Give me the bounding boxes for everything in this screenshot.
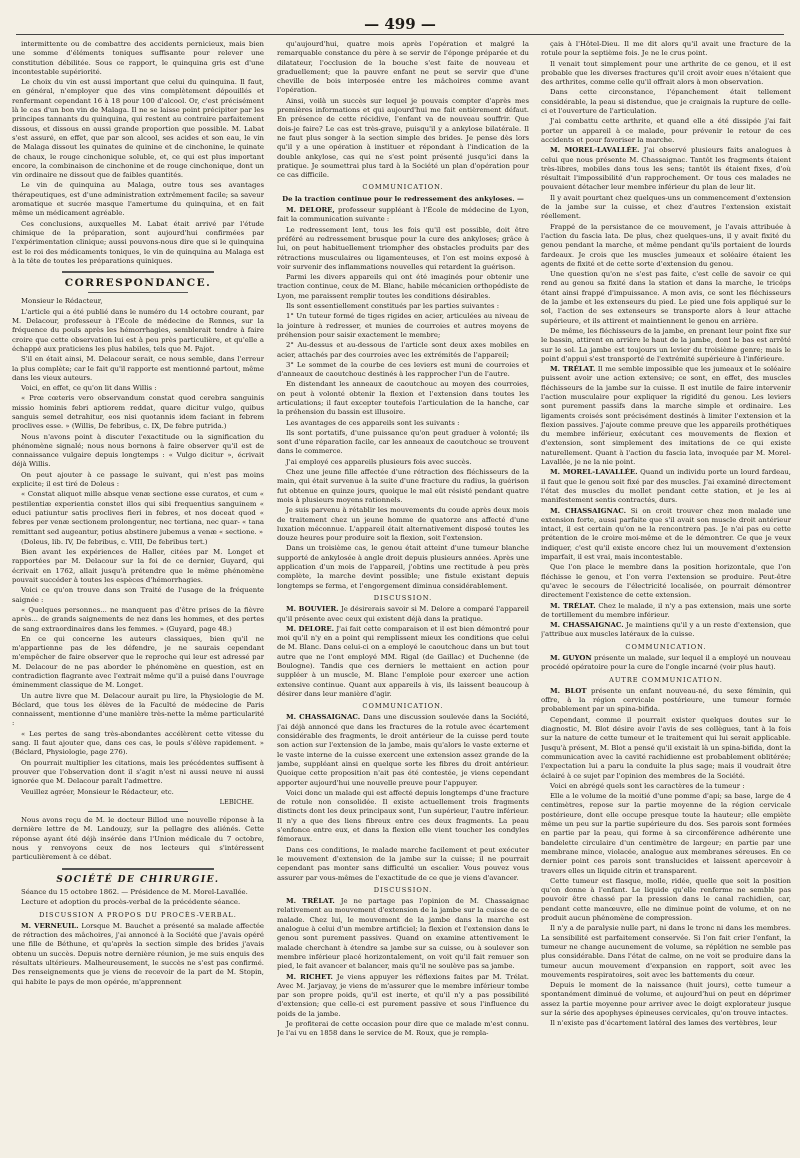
paragraph: Que l'on place le membre dans la position horizontale, que l'on fléchisse le genou, et l'on verra l'extension se produire. Peut-être qu'avec le secours de l'électricité localisée, on pourrait démontrer directement l'existence de cette extension. bbox=[541, 563, 791, 600]
paragraph: Je profiterai de cette occasion pour dire que ce malade m'est connu. Je l'ai vu en 1858 dans le service de M. Roux, que je rempla- bbox=[277, 1019, 529, 1038]
paragraph: Ils sont essentiellement constitués par les parties suivantes : bbox=[286, 302, 500, 311]
col3-paragraphs-a bbox=[541, 60, 791, 146]
speaker-name: M. GUYON bbox=[550, 654, 592, 662]
paragraph: Veuillez agréer, Monsieur le Rédacteur, etc. bbox=[21, 787, 174, 796]
page-header bbox=[0, 14, 800, 33]
discussion-heading: DISCUSSION. bbox=[373, 885, 433, 894]
trelat-paragraph bbox=[541, 602, 791, 621]
section-heading-correspondance: CORRESPONDANCE. bbox=[64, 277, 212, 290]
paragraph: çais à l'Hôtel-Dieu. Il me dit alors qu'il avait une fracture de la rotule pour la septième fois. Je ne le crus point. bbox=[541, 40, 791, 58]
paragraph: Un autre livre que M. Delacour aurait pu lire, la Physiologie de M. Béclard, que tous les élèves de la Faculté de médecine de Paris connaissent, mentionne d'une manière très-nette la même particularité : bbox=[12, 691, 264, 728]
col1-top-paragraphs bbox=[12, 40, 264, 266]
paragraph: De même, les fléchisseurs de la jambe, en prenant leur point fixe sur le bassin, attirent en arrière le haut de la jambe, dont le bas est arrêté sur le sol. La jambe est toujours un levier du troisième genre; mais le point d'appui s'est transporté de l'extrémité supérieure à l'inférieure. bbox=[541, 326, 791, 363]
paragraph: Une question qu'on ne s'est pas faite, c'est celle de savoir ce qui rend au genou sa fixité dans la station et dans la marche, le tricéps étant ainsi frappé d'impuissance. A mon avis, ce sont les fléchisseurs de la jambe et les extenseurs du pied. Le pied une fois appliqué sur le sol, l'action de ses extenseurs se transporte alors à leur attache supérieure, et ils attirent et maintiennent le genou en arrière. bbox=[541, 270, 791, 325]
paragraph: « Constat aliquot mille absque venæ sectione esse curatos, et cum « pestilentiæ experientia constet illos qui sibi frequentius sanguinem « educi patiuntur satis proclives fieri in febres, et nos doceat quod « febres per venæ sectionem prolongentur, nec tertiana, nec quar- « tana remittant sed augeantur, potius abstinere jubemus a venæ « sectione. » bbox=[12, 490, 264, 536]
speaker-name: M. TRÉLAT. bbox=[286, 897, 335, 906]
paragraph: Ainsi, voilà un succès sur lequel je pouvais compter d'après mes premières informations et qui aujourd'hui me fait entièrement défaut. En présence de cette récidive, l'enfant va de nouveau souffrir. Que dois-je faire? Le cas est très-grave, puisqu'il y a ankylose bilatérale. Il ne faut plus songer à la section simple des brides. Je pense dès lors qu'il y a une opération à instituer et répondant à l'indication de la double ankylose, cas qui ne s'est point présenté jusqu'ici dans la pratique. Je soumettrai plus tard à la Société un plan d'opération pour ce cas difficile. bbox=[277, 96, 529, 180]
paragraph: J'ai employé ces appareils plusieurs fois avec succès. bbox=[286, 457, 472, 466]
speaker-text: Quand un individu porte un lourd fardeau, il faut que le genou soit fixé par des muscles. J'ai examiné directement l'état des muscles du mollet pendant cette station, et je les ai manifestement sentis contractés, durs. bbox=[541, 468, 791, 505]
society-heading: SOCIÉTÉ DE CHIRURGIE. bbox=[56, 874, 220, 885]
paragraph: Je suis parvenu à rétablir les mouvements du coude après deux mois de traitement chez un jeune homme de quatorze ans affecté d'une luxation méconnue. L'appareil était alternativement disposé toutes les douze heures pour produire soit la flexion, soit l'extension. bbox=[277, 506, 529, 543]
page-number: — 499 — bbox=[364, 15, 436, 33]
communication-heading: COMMUNICATION. bbox=[362, 702, 444, 711]
paragraph: (Doleus, lib. IV, De febribus, c. VIII, De febribus tert.) bbox=[21, 537, 208, 546]
speaker-name: M. TRÉLAT. bbox=[550, 601, 596, 610]
paragraph: Parmi les divers appareils qui ont été imaginés pour obtenir une traction continue, ceux de M. Blanc, habile mécanicien orthopédiste de Lyon, me paraissent remplir toutes les conditions désirables. bbox=[277, 273, 529, 300]
communication-title: De la traction continue pour le redressement des ankyloses. — bbox=[282, 194, 524, 203]
delore-lead bbox=[277, 206, 529, 225]
col1-correspondance-paragraphs bbox=[12, 308, 264, 797]
trelat-paragraph bbox=[541, 365, 791, 467]
col2-communication-paragraphs bbox=[277, 226, 529, 591]
column-1 bbox=[12, 40, 264, 1150]
speaker-text: professeur suppléant à l'École de médecine de Lyon, fait la communication suivante : bbox=[277, 206, 529, 224]
paragraph: Dans ces conditions, le malade marche facilement et peut exécuter le mouvement d'extension de la jambe sur la cuisse; il ne pourrait cependant pas monter sans difficulté un escalier. Vous pouvez vous assurer par vous-mêmes de l'exactitude de ce que je viens d'avancer. bbox=[277, 845, 529, 882]
paragraph: Voici donc un malade qui est affecté depuis longtemps d'une fracture de rotule non consolidée. Il existe actuellement trois fragments distincts dont les deux principaux sont, l'un supérieur, l'autre inférieur. Il n'y a que des liens fibreux entre ces deux fragments. La peau s'enfonce entre eux, et dans la flexion elle vient toucher les condyles fémoraux. bbox=[277, 788, 529, 844]
column-2 bbox=[277, 40, 529, 1150]
editor-note: Nous avons reçu de M. le docteur Billod une nouvelle réponse à la dernière lettre de M. Landouzy, sur la pellagre des aliénés. Cette réponse ayant été déjà insérée dans l'Union médicale du 7 octobre, nous y renvoyons ceux de nos lecteurs qui s'intéressent particulièrement à ce débat. bbox=[12, 816, 264, 862]
paragraph: Voici en abrégé quels sont les caractères de la tumeur : bbox=[550, 781, 745, 790]
guyon-paragraph bbox=[541, 654, 791, 673]
paragraph: Bien avant les expériences de Haller, citées par M. Longet et rapportées par M. Delacour sur la foi de ce dernier, Guyard, qui écrivait en 1762, allait jusqu'à prétendre que le même phénomène pouvait succéder à toutes les espèces d'hémorrhagies. bbox=[12, 548, 264, 585]
speaker-name: M. DELORE. bbox=[286, 624, 335, 633]
seance-line: Séance du 15 octobre 1862. — Présidence de M. Morel-Lavallée. bbox=[21, 887, 248, 896]
blot-paragraph bbox=[541, 687, 791, 715]
speaker-text: Je maintiens qu'il y a un reste d'extension, que j'attribue aux muscles latéraux de la cuisse. bbox=[541, 621, 791, 639]
header-rule bbox=[16, 34, 784, 35]
paragraph: On pourrait multiplier les citations, mais les précédentes suffisent à prouver que l'observation dont il s'agit n'est ni aussi neuve ni aussi ignorée que M. Delacour paraît l'admettre. bbox=[12, 758, 264, 786]
speaker-text: présente un enfant nouveau-né, du sexe féminin, qui offre, à la région cervicale postérieure, une tumeur formée probablement par un spina-bifida. bbox=[541, 686, 791, 714]
communication-heading: COMMUNICATION. bbox=[362, 183, 444, 192]
paragraph: Les avantages de ces appareils sont les suivants : bbox=[286, 418, 460, 427]
discussion-heading: DISCUSSION. bbox=[373, 593, 433, 602]
paragraph: Elle a le volume de la moitié d'une pomme d'api; sa base, large de 4 centimètres, repose sur la partie moyenne de la région cervicale postérieure, dont elle occupe presque toute la hauteur; elle empiète même un peu sur la partie supérieure du dos. Ses parois sont formées en partie par la peau, qui forme à sa circonférence adhérente une bandelette circulaire d'un centimètre de largeur; en partie par une membrane mince, violacée, analogue aux membranes séreuses. En ce dernier point ces parois sont translucides et laissent apercevoir à travers elles un liquide citrin et transparent. bbox=[541, 792, 791, 875]
speaker-name: M. TRÉLAT. bbox=[550, 365, 596, 374]
paragraph: « Les pertes de sang très-abondantes accélèrent cette vitesse du sang. Il faut ajouter que, dans ces cas, le pouls s'élève rapidement. » (Béclard, Physiologie, page 276). bbox=[12, 729, 264, 757]
col3-paragraphs-c bbox=[541, 563, 791, 600]
paragraph: Il n'y a de paralysie nulle part, ni dans le tronc ni dans les membres. La sensibilité est parfaitement conservée. Si l'on fait crier l'enfant, la tumeur ne change aucunement de volume, sa réplétion ne semble pas plus considérable. Dans l'état de calme, on ne voit se produire dans la tumeur aucun mouvement d'expansion en rapport, soit avec les mouvements respiratoires, soit avec les battements du cœur. bbox=[541, 924, 791, 979]
richet-paragraph bbox=[277, 973, 529, 1019]
paragraph: Il y avait pourtant chez quelques-uns un commencement d'extension de la jambe sur la cuisse, et chez d'autres l'extension existait réellement. bbox=[541, 193, 791, 221]
paragraph: « Prœ cœteris vero observandum constat quod cerebra sanguinis missio hominis febri aptiorem reddat, quare dicitur vulgo, quibus sanguis semel detrahitur, eos nisi quotannis idem faciant in febrem proclives esse. » (Willis, De febribus, c. IX, De febre putrida.) bbox=[12, 394, 264, 431]
speaker-name: M. DELORE, bbox=[286, 206, 335, 215]
paragraph: Cependant, comme il pourrait exister quelques doutes sur le diagnostic, M. Blot désire avoir l'avis de ses collègues, tant à la fois sur la nature de cette tumeur et le traitement qui lui serait applicable. Jusqu'à présent, M. Blot a pensé qu'il existait là un spina-bifida, dont la communication avec la cavité rachidienne est probablement oblitérée; l'expectation lui a paru la conduite la plus sage; mais il voudrait être éclairé à ce sujet par l'opinion des membres de la Société. bbox=[541, 715, 791, 780]
paragraph: Frappé de la persistance de ce mouvement, je l'avais attribuée à l'action du fascia lata. De plus, chez quelques-uns, il y avait fixité du genou pendant la marche, et même pendant qu'ils portaient de lourds fardeaux. Je crois que les muscles jumeaux et soléaire étaient les agents de fixité et de cette sorte d'extension du genou. bbox=[541, 222, 791, 268]
divider bbox=[62, 868, 213, 870]
speaker-name: M. CHASSAIGNAC. bbox=[550, 506, 626, 515]
speaker-text: Si on croit trouver chez mon malade une extension forte, aussi parfaite que s'il avait son muscle droit antérieur intact, il est certain qu'on ne la rencontrera pas. Je n'ai pas eu cette prétention de le croire moi-même et de le démontrer. Ce que je veux indiquer, c'est qu'il existe encore chez lui un mouvement d'extension imparfait, il est vrai, mais incontestable. bbox=[541, 506, 791, 562]
trelat-paragraph bbox=[277, 897, 529, 971]
paragraph: Depuis le moment de la naissance (huit jours), cette tumeur a spontanément diminué de volume, et aujourd'hui on peut en déprimer assez la partie moyenne pour arriver avec le doigt explorateur jusque sur la série des apophyses épineuses cervicales, qu'on trouve intactes. bbox=[541, 981, 791, 1017]
speaker-text: Je viens appuyer les réflexions faites par M. Trélat. Avec M. Jarjavay, je viens de m'assurer que le membre inférieur tombe par son propre poids, qu'il est inerte, et qu'il n'y a pas possibilité d'extension; que celle-ci est purement passive et sous l'influence du poids de la jambe. bbox=[277, 972, 529, 1018]
paragraph: Voici ce qu'on trouve dans son Traité de l'usage de la fréquente saignée : bbox=[12, 586, 264, 604]
speaker-name: M. RICHET. bbox=[286, 972, 333, 981]
paragraph: 1° Un tuteur formé de tiges rigides en acier, articulées au niveau de la jointure à redresser, et munies de courroies et autres moyens de préhension pour saisir exactement le membre; bbox=[277, 312, 529, 339]
speaker-name: M. VERNEUIL. bbox=[21, 921, 79, 930]
speaker-text: Il me semble impossible que les jumeaux et le soléaire puissent avoir une action extensive; ce sont, en effet, des muscles fléchisseurs de la jambe sur la cuisse. Il est inutile de faire intervenir l'action musculaire pour expliquer la rigidité du genou. Les leviers sont purement passifs dans la marche simple et ordinaire. Les ligaments croisés sont précisément destinés à limiter l'extension et la flexion passives. J'ajoute comme preuve que les appareils prothétiques du membre inférieur, exécutant ces mouvements de flexion et d'extension, sont simplement des imitations de ce qui existe naturellement. Quant à l'action du fascia lata, invoquée par M. Morel-Lavallée, je ne la nie point. bbox=[541, 365, 791, 467]
divider bbox=[88, 811, 189, 812]
paragraph: En distendant les anneaux de caoutchouc au moyen des courroies, on peut à volonté obtenir la flexion et l'extension dans toutes les articulations; il faut excepter toutefois l'articulation de la hanche, car la préhension du bassin est illusoire. bbox=[277, 380, 529, 417]
paragraph: Le redressement lent, tous les fois qu'il est possible, doit être préféré au redressement brusque pour la cure des ankyloses; grâce à lui, on peut habituellement triompher des obstacles produits par des rétractions musculaires ou ligamenteuses, et l'on est moins exposé à voir survenir des inflammations nouvelles qui retardent la guérison. bbox=[277, 225, 529, 271]
speaker-text: Chez le malade, il n'y a pas extension, mais une sorte de tortillement du membre inférieur. bbox=[541, 601, 791, 619]
speaker-name: M. MOREL-LAVALLÉE. bbox=[550, 146, 640, 155]
paragraph: L'article qui a été publié dans le numéro du 14 octobre courant, par M. Delacour, professeur à l'École de médecine de Rennes, sur la fréquence du pouls après les hémorrhagies, semblerait tendre à faire croire que cette observation lui est à peu près particulière, et qu'elle a échappé aux praticiens les plus habiles, tels que M. Pajot. bbox=[12, 307, 264, 353]
speaker-name: M. BOUVIER. bbox=[286, 605, 339, 614]
paragraph: Ils sont portatifs, d'une puissance qu'on peut graduer à volonté; ils sont d'une réparation facile, car les anneaux de caoutchouc se trouvent dans le commerce. bbox=[277, 428, 529, 456]
paragraph: S'il en était ainsi, M. Delacour serait, ce nous semble, dans l'erreur la plus complète; car le fait qu'il rapporte est mentionné partout, même dans les vieux auteurs. bbox=[12, 355, 264, 382]
speaker-text: Lorsque M. Bauchet a présenté sa malade affectée de rétraction des mâchoires, j'ai annoncé à la Société que j'avais opéré une fille de Béthune, et qu'après la section simple des brides j'avais obtenu un succès. Depuis notre dernière réunion, je me suis enquis des résultats ultérieurs. Malheureusement, le succès ne s'est pas confirmé. Des renseignements que je viens de recevoir de la part de M. Stopin, qui habite le pays de mon opérée, m'apprennent bbox=[12, 921, 264, 986]
paragraph: Chez une jeune fille affectée d'une rétraction des fléchisseurs de la main, qui était survenue à la suite d'une fracture du radius, la guérison fut obtenue en quinze jours, quoique le mal eût résisté pendant quatre mois à plusieurs moyens rationnels. bbox=[277, 468, 529, 504]
speaker-name: M. CHASSAIGNAC. bbox=[550, 621, 624, 630]
speaker-text: Je ne partage pas l'opinion de M. Chassaignac relativement au mouvement d'extension de la jambe sur la cuisse de ce malade. Chez lui, le mouvement de la jambe dans la marche est analogue à celui d'un membre artificiel; la flexion et l'extension dans le genou sont purement passives. Quand on examine attentivement le malade cherchant à étendre sa jambe sur sa cuisse, ou à soulever son membre inférieur placé horizontalement, on voit qu'il fait remuer son pied, le fait avancer et balancer, mais qu'il ne soulève pas sa jambe. bbox=[277, 897, 529, 971]
paragraph: Le vin de quinquina au Malaga, outre tous ses avantages thérapeutiques, est d'une administration extrêmement facile; sa saveur aromatique et sucrée masque l'amertume du quinquina, et en fait même un médicament agréable. bbox=[12, 181, 264, 218]
chassaignac-paragraph bbox=[541, 621, 791, 640]
speaker-text: J'ai fait cette comparaison et il est bien démontré pour moi qu'il n'y en a point qui remplissent mieux les conditions que celui de M. Blanc. Dans celui-ci on a employé le caoutchouc dans un but tout autre que ne l'ont employé MM. Rigal (de Gaillac) et Duchenne (de Boulogne). Tandis que ces derniers le mettaient en action pour suppléer à un muscle, M. Blanc l'emploie pour exercer une action extensive continue. Quant aux appareils à vis, ils laissent beaucoup à désirer dans leur manière d'agir. bbox=[277, 624, 529, 698]
morel-paragraph bbox=[541, 468, 791, 505]
paragraph: Il venait tout simplement pour une arthrite de ce genou, et il est probable que les diverses fractures qu'il croit avoir eues n'étaient que des arthrites, comme celle qu'il offrait alors à mon observation. bbox=[541, 59, 791, 87]
delore-paragraph bbox=[277, 625, 529, 699]
paragraph: J'ai combattu cette arthrite, et quand elle a été dissipée j'ai fait porter un appareil à ce malade, pour prévenir le retour de ces accidents et pour favoriser la marche. bbox=[541, 117, 791, 144]
chassaignac-paragraph bbox=[277, 713, 529, 787]
discussion-title: DISCUSSION A PROPOS DU PROCÈS-VERBAL. bbox=[39, 910, 237, 919]
paragraph: qu'aujourd'hui, quatre mois après l'opération et malgré la remarquable constance du père à se servir de l'éponge préparée et du dilatateur, l'occlusion de la bouche s'est faite de nouveau et graduellement; que la pauvre enfant ne peut se servir que d'une cheville de bois interposée entre les mâchoires comme avant l'opération. bbox=[277, 40, 529, 95]
paragraph: Dans un troisième cas, le genou était atteint d'une tumeur blanche supporté de ankylosée à angle droit depuis plusieurs années. Après une application d'un mois de l'appareil, j'obtins une rectitude à peu près complète, la marche devint possible; une fistule existant depuis longtemps se ferma, et l'engorgement diminua considérablement. bbox=[277, 544, 529, 590]
speaker-name: M. MOREL-LAVALLÉE. bbox=[550, 468, 638, 477]
paragraph: Nous n'avons point à discuter l'exactitude ou la signification du phénomène signalé; nous nous bornons à faire observer qu'il est de connaissance vulgaire depuis longtemps : « Vulgo dicitur », écrivait déjà Willis. bbox=[12, 432, 264, 469]
column-3 bbox=[541, 40, 791, 1150]
salutation: Monsieur le Rédacteur, bbox=[21, 297, 103, 306]
paragraph: 2° Au-dessus et au-dessous de l'article sont deux axes mobiles en acier, attachés par des courroies avec les extrémités de l'appareil; bbox=[277, 341, 529, 359]
paragraph: En ce qui concerne les auteurs classiques, bien qu'il ne m'appartienne pas de les défendre, je ne saurais cependant m'empêcher de faire observer que le reproche qui leur est adressé par M. Delacour de ne pas aborder le phénomène en question, est en contradiction flagrante avec l'extrait même qu'il a puisé dans l'ouvrage éminemment classique de M. Longet. bbox=[12, 634, 264, 690]
signature: LEBICHE. bbox=[219, 797, 254, 806]
speaker-text: J'ai observé plusieurs faits analogues à celui que nous présente M. Chassaignac. Tantôt les fragments étaient très-libres, mobiles dans tous les sens; tantôt ils étaient fixes, d'où résultait l'impossibilité d'un rapprochement. Or tous ces malades ne pouvaient détacher leur membre inférieur du plan de leur lit. bbox=[541, 146, 791, 192]
paragraph: « Quelques personnes... ne manquent pas d'être prises de la fièvre après... de grands saignements de nez dans les hommes, et des pertes de sang extraordinaires dans les femmes. » (Guyard, page 48.) bbox=[12, 605, 264, 633]
chassaignac-paragraph bbox=[541, 507, 791, 563]
paragraph: intermittente ou de combattre des accidents pernicieux, mais bien une somme d'éléments toniques suffisante pour relever une constitution débilitée. Sous ce rapport, le quinquina gris est d'une incontestable supériorité. bbox=[12, 40, 264, 76]
paragraph: Ces conclusions, auxquelles M. Labat était arrivé par l'étude chimique de la préparation, sont aujourd'hui confirmées par l'expérimentation clinique; aussi pouvons-nous dire que si le quinquina est le roi des médicaments toniques, le vin de quinquina au Malaga est à la tête de toutes les préparations quiniques. bbox=[12, 219, 264, 265]
lecture-line: Lecture et adoption du procès-verbal de la précédente séance. bbox=[21, 898, 241, 907]
morel-paragraph bbox=[541, 146, 791, 192]
col3-paragraphs-b bbox=[541, 194, 791, 364]
speaker-text: Je désirerais savoir si M. Delore a comparé l'appareil qu'il présente avec ceux qui existent déjà dans la pratique. bbox=[277, 605, 529, 623]
paragraph: Cette tumeur est flasque, molle, ridée, quelle que soit la position qu'on donne à l'enfant. Le liquide qu'elle renferme ne semble pas pouvoir être chassé par la pression dans le canal rachidien, car, pendant cette manœuvre, elle ne diminue point de volume, et on ne produit aucun phénomène de compression. bbox=[541, 876, 791, 923]
communication-heading: AUTRE COMMUNICATION. bbox=[609, 675, 723, 684]
speaker-text: Dans une discussion soulevée dans la Société, j'ai déjà annoncé que dans les fractures de la rotule avec écartement considérable des fragments, le droit antérieur de la cuisse perd toute son action sur l'extension de la jambe, mais qu'alors le vaste externe et le vaste interne de la cuisse exercent une extension assez grande de la jambe, suppléant ainsi en quelque sorte les fibres du droit antérieur. Quoique cette proposition n'ait pas été contestée, je viens cependant apporter aujourd'hui une nouvelle preuve pour l'appuyer. bbox=[277, 713, 529, 787]
speaker-name: M. CHASSAIGNAC. bbox=[286, 713, 361, 722]
divider bbox=[62, 271, 213, 273]
speaker-name: M. BLOT bbox=[550, 686, 587, 695]
speaker-text: présente un malade, sur lequel il a employé un nouveau procédé opératoire pour la cure de l'ongle incarné (voir plus haut). bbox=[541, 654, 791, 672]
paragraph: 3° Le sommet de la courbe de ces leviers est muni de courroies et d'anneaux de caoutchouc destinés à les rapprocher l'un de l'autre. bbox=[277, 360, 529, 379]
paragraph: Il n'existe pas d'écartement latéral des lames des vertèbres, leur bbox=[550, 1019, 777, 1028]
divider bbox=[88, 292, 189, 293]
verneuil-paragraph bbox=[12, 922, 264, 987]
paragraph: Voici, en effet, ce qu'on lit dans Willis : bbox=[21, 384, 157, 393]
paragraph: On peut ajouter à ce passage le suivant, qui n'est pas moins explicite; il est tiré de Doleus : bbox=[12, 470, 264, 489]
communication-heading: COMMUNICATION. bbox=[625, 642, 707, 651]
col2-end-paragraphs bbox=[277, 789, 529, 883]
paragraph: Le choix du vin est aussi important que celui du quinquina. Il faut, en général, n'employer que des vins complètement dépouillés et renfermant cependant 16 à 18 pour 100 d'alcool. Or, c'est précisément là le cas d'un bon vin de Malaga. Il ne se laisse point précipiter par les principes tannants du quinquina, qui restent au contraire parfaitement dissous, et dissous en aussi grande proportion que possible. M. Labat s'est assuré, en effet, que par son alcool, ses acides et son eau, le vin de Malaga dissout les quinates de quinine et de cinchonine, le quinate de chaux, le rouge cinchonique soluble, et, ce qui est plus important encore, la combinaison de cinchonine et de rouge cinchonique, dont un vin ordinaire ne dissout que de faibles quantités. bbox=[12, 78, 264, 180]
col3-paragraphs-d bbox=[541, 716, 791, 1029]
bouvier-paragraph bbox=[277, 605, 529, 624]
paragraph: Dans cette circonstance, l'épanchement était tellement considérable, la peau si distendue, que je craignais la rupture de celle-ci et l'ouverture de l'articulation. bbox=[541, 88, 791, 116]
